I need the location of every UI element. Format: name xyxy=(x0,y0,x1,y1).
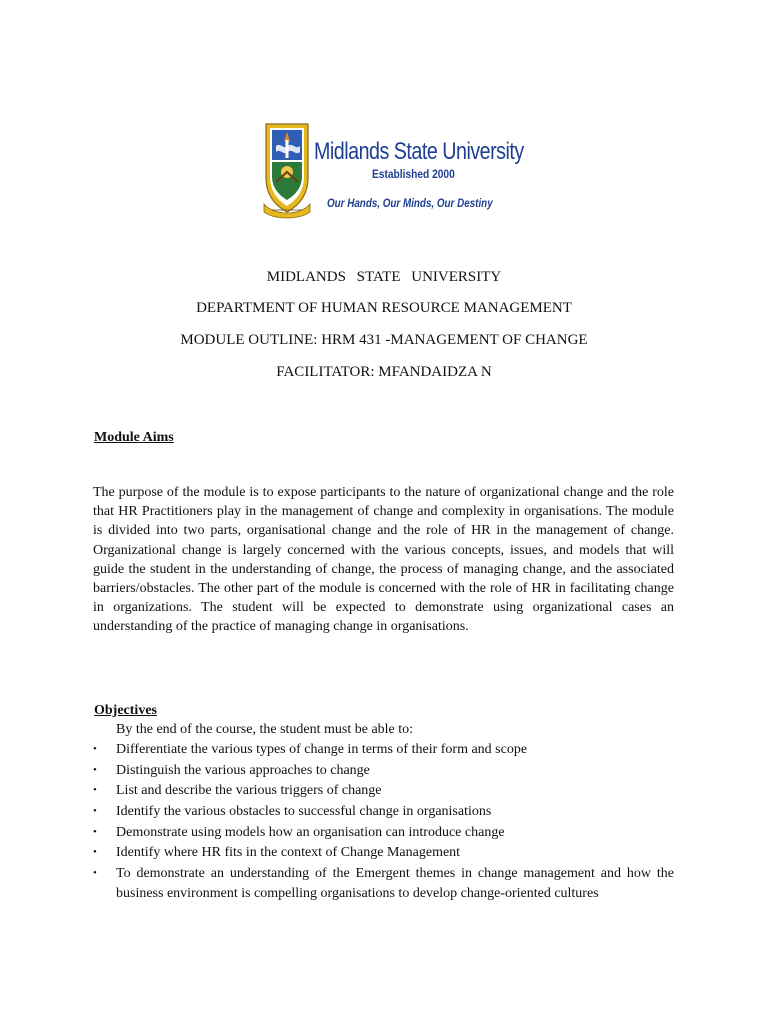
bullet-icon: • xyxy=(93,763,97,776)
heading-university: MIDLANDS STATE UNIVERSITY xyxy=(266,269,502,285)
heading-module-outline: MODULE OUTLINE: HRM 431 -MANAGEMENT OF CHANGE xyxy=(180,332,588,348)
objective-text: Identify the various obstacles to successful change in organisations xyxy=(116,804,492,820)
list-item xyxy=(93,864,674,903)
list-item xyxy=(93,843,674,863)
objectives-list xyxy=(93,740,674,904)
objective-text: List and describe the various triggers of change xyxy=(116,783,382,799)
logo-established: Established 2000 xyxy=(372,167,455,181)
module-aims-title: Module Aims xyxy=(94,430,174,445)
university-crest-icon xyxy=(262,120,312,220)
objective-text: Differentiate the various types of change in terms of their form and scope xyxy=(116,742,528,757)
objectives-intro: By the end of the course, the student must be able to: xyxy=(116,722,414,737)
university-logo xyxy=(262,120,524,220)
bullet-icon: • xyxy=(93,743,97,755)
objective-text: Distinguish the various approaches to change xyxy=(116,762,370,778)
bullet-icon: • xyxy=(93,805,97,818)
module-aims-paragraph: The purpose of the module is to expose participants to the nature of organizational change and the role that HR Practitioners play in the management of change and complexity in organisations. The module is divided into two parts, organisational change and the role of HR in the management of change. Organizational change is largely concerned with the various concepts, issues, and models that will guide the student in the understanding of change, the process of managing change, and the associated barriers/obstacles. The other part of the module is concerned with the role of HR in facilitating change in organizations. The student will be expected to demonstrate using organizational cases an understanding of the practice of managing change in organisations. xyxy=(93,485,674,635)
list-item xyxy=(93,740,674,760)
objective-text: To demonstrate an understanding of the Emergent themes in change management and how the business environment is compelling organisations to develop change-oriented cultures xyxy=(116,866,674,901)
list-item xyxy=(93,823,674,843)
bullet-icon: • xyxy=(93,784,97,797)
bullet-icon: • xyxy=(93,867,97,880)
bullet-icon: • xyxy=(93,825,97,838)
objective-text: Demonstrate using models how an organisation can introduce change xyxy=(116,824,505,840)
list-item xyxy=(93,781,674,801)
logo-motto: Our Hands, Our Minds, Our Destiny xyxy=(327,196,493,210)
list-item xyxy=(93,802,674,822)
list-item xyxy=(93,761,674,781)
logo-university-name: Midlands State University xyxy=(314,138,524,165)
objectives-title: Objectives xyxy=(94,703,157,718)
heading-department: DEPARTMENT OF HUMAN RESOURCE MANAGEMENT xyxy=(196,300,572,316)
bullet-icon: • xyxy=(93,846,97,859)
objective-text: Identify where HR fits in the context of Change Management xyxy=(116,845,461,861)
heading-facilitator: FACILITATOR: MFANDAIDZA N xyxy=(276,364,492,380)
